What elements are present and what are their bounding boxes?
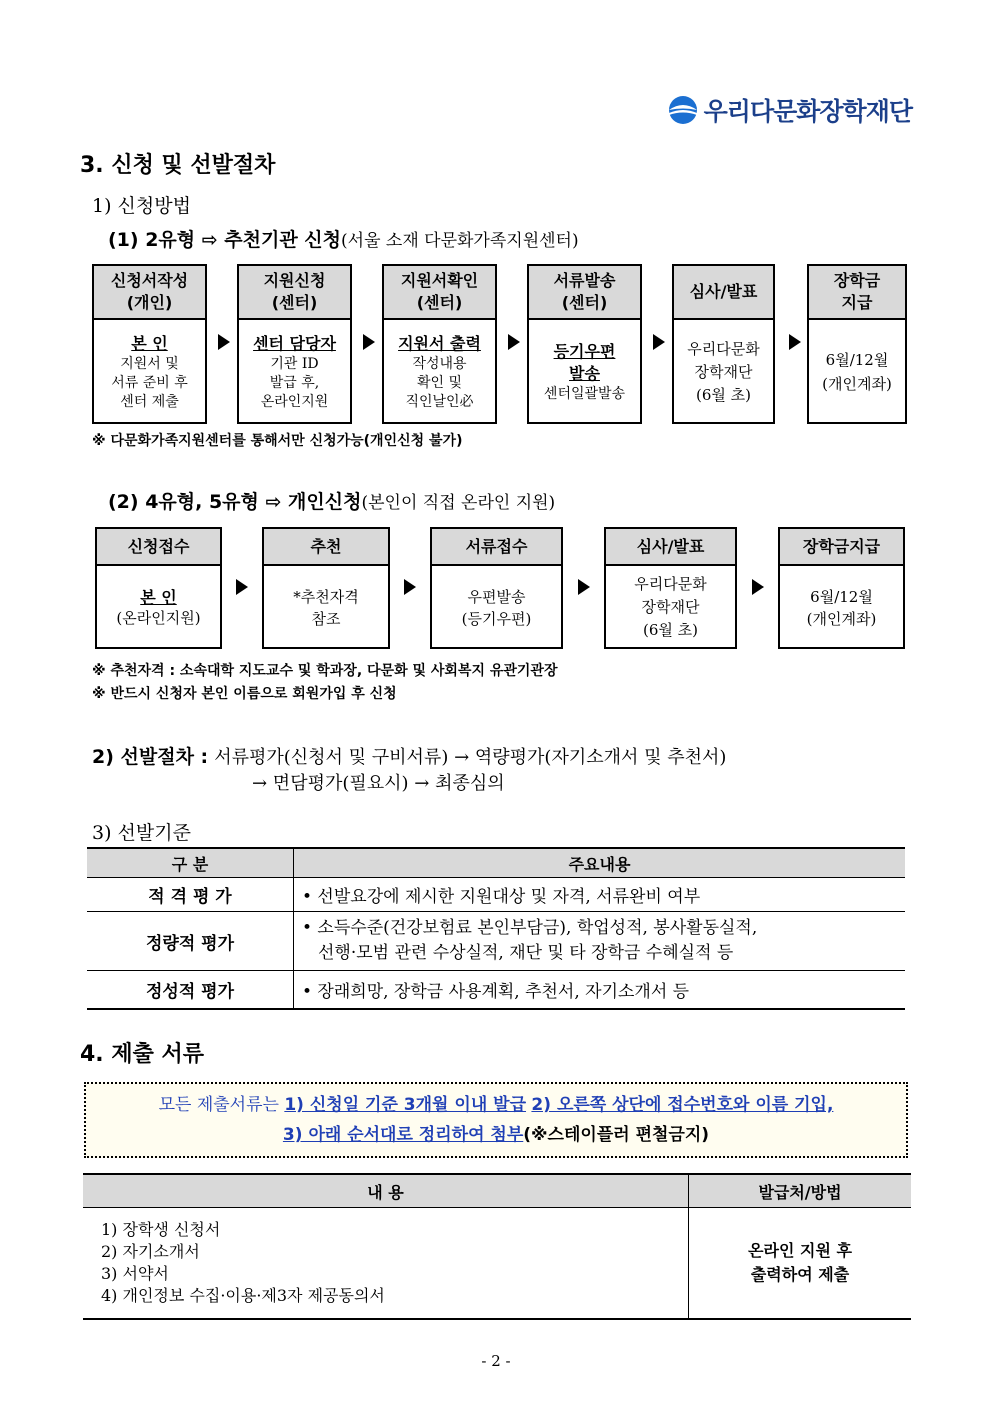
table-row [87, 971, 905, 1009]
table-row [87, 912, 905, 971]
flow-step [382, 264, 497, 424]
table-row [83, 1208, 911, 1320]
type45-heading-bold: (2) 4유형, 5유형 ⇨ 개인신청 [108, 491, 362, 513]
criteria-content [294, 912, 906, 971]
type2-note: ※ 다문화가족지원센터를 통해서만 신청가능(개인신청 불가) [92, 433, 463, 449]
submission-notice [84, 1082, 908, 1158]
list-item: 2) 자기소개서 [101, 1242, 200, 1261]
step-head: 서류발송 [553, 271, 616, 290]
document-list [83, 1208, 689, 1320]
notice-lead: 모든 제출서류는 [158, 1095, 279, 1115]
flow-arrow-icon [236, 579, 248, 595]
criteria-label: 적 격 평 가 [87, 878, 294, 912]
page-number: - 2 - [481, 1352, 511, 1370]
step-line: 작성내용 [412, 355, 467, 372]
step-line: 우리다문화 [634, 575, 707, 593]
flow-step [237, 264, 352, 424]
criteria-line: 선행·모범 관련 수상실적, 재단 및 타 장학금 수혜실적 등 [318, 943, 734, 963]
criteria-table [87, 847, 905, 1010]
logo-text: 우리다문화장학재단 [703, 97, 912, 126]
flow-step [430, 527, 563, 649]
step-line: (6월 초) [643, 621, 698, 639]
flow-step [672, 264, 775, 424]
foundation-logo-icon [668, 95, 698, 125]
flow-arrow-icon [578, 579, 590, 595]
flow-arrow-icon [508, 334, 520, 350]
step-head-sub: (센터) [561, 293, 608, 312]
type2-heading-paren: (서울 소재 다문화가족지원센터) [341, 231, 579, 251]
step-head-sub: 지급 [841, 293, 873, 312]
type2-heading [108, 225, 579, 252]
step-head: 지원신청 [263, 271, 326, 290]
selection-procedure [92, 742, 726, 769]
notice-item-1: 1) 신청일 기준 3개월 이내 발급 [284, 1095, 527, 1115]
table-row [87, 878, 905, 912]
list-item: 1) 장학생 신청서 [101, 1220, 221, 1239]
step-line: 장학재단 [694, 362, 753, 381]
flow-arrow-icon [653, 334, 665, 350]
step-line: 센터일괄발송 [543, 385, 626, 402]
criteria-content: • 장래희망, 장학금 사용계획, 추천서, 자기소개서 등 [294, 971, 906, 1009]
table-header: 주요내용 [294, 848, 906, 878]
step-line: 지원서 및 [120, 355, 179, 372]
step-strong: 본 인 [140, 588, 177, 607]
section-3-title: 3. 신청 및 선발절차 [80, 153, 276, 178]
table-header-row [83, 1174, 911, 1208]
flow-arrow-icon [752, 579, 764, 595]
type45-heading [108, 487, 555, 514]
section-4-title: 4. 제출 서류 [80, 1042, 204, 1067]
step-line: 온라인지원 [260, 393, 329, 410]
table-header: 발급처/방법 [689, 1174, 912, 1208]
notice-item-3: 3) 아래 순서대로 정리하여 첨부 [282, 1125, 524, 1145]
list-item: 3) 서약서 [101, 1264, 169, 1283]
step-line: 센터 제출 [120, 393, 179, 410]
step-line: 우편발송 [467, 587, 526, 606]
step-line: (온라인지원) [116, 609, 201, 627]
flow-step [262, 527, 390, 649]
step-line: (등기우편) [461, 609, 532, 628]
list-item: 4) 개인정보 수집·이용·제3자 제공동의서 [101, 1286, 385, 1305]
step-line: 발급 후, [269, 374, 320, 391]
selection-line-1: 서류평가(신청서 및 구비서류) → 역량평가(자기소개서 및 추천서) [214, 747, 727, 768]
criteria-title: 3) 선발기준 [92, 822, 191, 844]
step-line: 직인날인必 [405, 393, 474, 410]
flow-arrow-icon [218, 334, 230, 350]
table-header: 내 용 [83, 1174, 689, 1208]
step-strong: 등기우편 [553, 341, 616, 361]
step-line: 기관 ID [270, 355, 319, 372]
step-line: (개인계좌) [822, 375, 892, 393]
step-line: (개인계좌) [806, 609, 877, 628]
step-head: 지원서확인 [400, 271, 479, 290]
step-head-sub: (개인) [126, 293, 173, 312]
step-line: 서류 준비 후 [111, 374, 188, 391]
step-head: 장학금지급 [780, 529, 903, 566]
step-line: 우리다문화 [687, 339, 760, 358]
criteria-label: 정성적 평가 [87, 971, 294, 1009]
type2-heading-bold: (1) 2유형 ⇨ 추천기관 신청 [108, 229, 342, 251]
selection-line-2: → 면담평가(필요시) → 최종심의 [252, 773, 505, 794]
step-strong: 센터 담당자 [253, 333, 336, 353]
table-header-row [87, 848, 905, 878]
notice-item-2: 2) 오른쪽 상단에 접수번호와 이름 기입, [531, 1095, 834, 1115]
type45-heading-paren: (본인이 직접 온라인 지원) [361, 493, 556, 513]
table-header: 구 분 [87, 848, 294, 878]
step-head: 서류접수 [432, 529, 561, 566]
step-line: 6월/12월 [825, 351, 889, 369]
step-head-sub: (센터) [271, 293, 318, 312]
selection-label: 2) 선발절차 : [92, 746, 209, 768]
step-head: 신청접수 [97, 529, 220, 566]
step-line: 장학재단 [641, 598, 700, 616]
method-line: 온라인 지원 후 [748, 1241, 852, 1260]
step-line: 참조 [311, 609, 341, 628]
step-strong: 본 인 [131, 333, 168, 353]
criteria-content: • 선발요강에 제시한 지원대상 및 자격, 서류완비 여부 [294, 878, 906, 912]
flow-arrow-icon [363, 334, 375, 350]
step-head: 추천 [264, 529, 388, 566]
flow-step [92, 264, 207, 424]
step-strong: 발송 [569, 363, 600, 383]
criteria-label: 정량적 평가 [87, 912, 294, 971]
flow-step [95, 527, 222, 649]
step-line: 6월/12월 [810, 587, 873, 606]
step-head: 장학금 [833, 271, 881, 290]
type45-note-1: ※ 추천자격 : 소속대학 지도교수 및 학과장, 다문화 및 사회복지 유관기관장 [92, 663, 558, 679]
step-line: (6월 초) [696, 385, 751, 404]
step-head: 신청서작성 [110, 271, 189, 290]
foundation-logo [668, 92, 912, 128]
notice-tail: (※스테이플러 편철금지) [523, 1125, 710, 1145]
flow-step [778, 527, 905, 649]
issue-method [689, 1208, 912, 1320]
step-strong: 지원서 출력 [398, 333, 481, 353]
flow-arrow-icon [789, 334, 801, 350]
step-head: 심사/발표 [689, 282, 758, 301]
type45-note-2: ※ 반드시 신청자 본인 이름으로 회원가입 후 신청 [92, 686, 397, 702]
step-head-sub: (센터) [416, 293, 463, 312]
documents-table [83, 1173, 911, 1320]
method-line: 출력하여 제출 [750, 1265, 850, 1284]
flow-arrow-icon [404, 579, 416, 595]
flow-step [807, 264, 907, 424]
step-line: 확인 및 [416, 374, 463, 391]
flow-step [604, 527, 737, 649]
apply-method-heading: 1) 신청방법 [92, 195, 191, 217]
step-line: *추천자격 [293, 587, 359, 606]
step-head: 심사/발표 [606, 529, 735, 566]
flow-step [527, 264, 642, 424]
criteria-line: • 소득수준(건강보험료 본인부담금), 학업성적, 봉사활동실적, [302, 918, 758, 938]
